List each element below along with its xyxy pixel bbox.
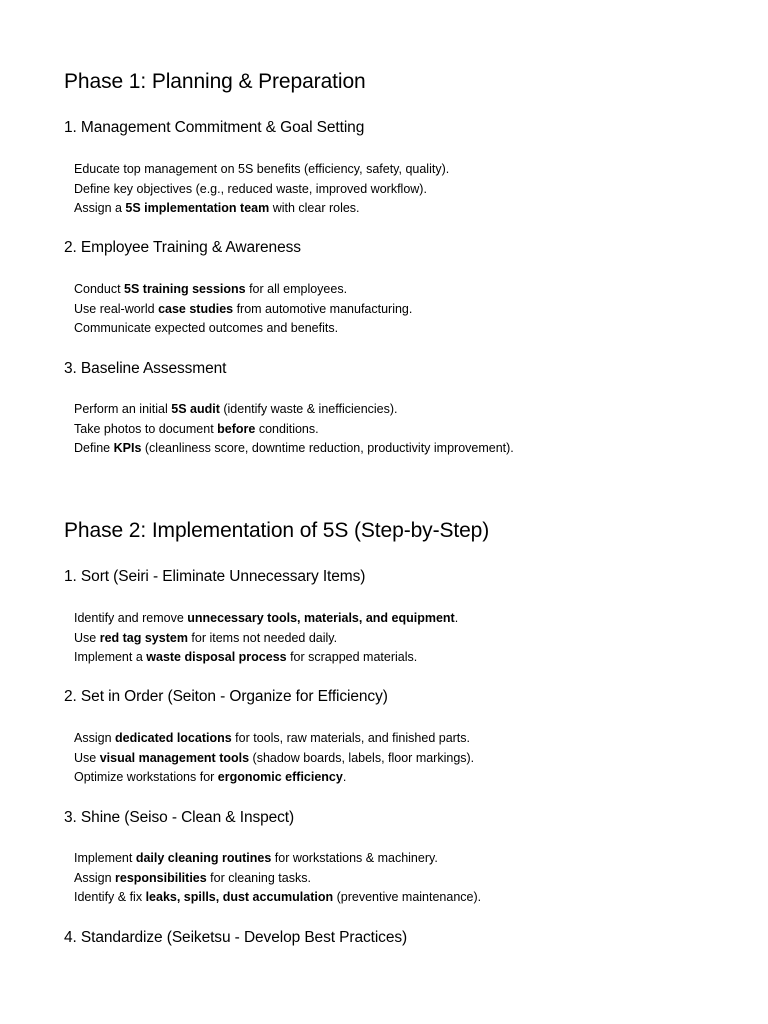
text-run: Use xyxy=(74,630,100,645)
bold-text: leaks, spills, dust accumulation xyxy=(145,890,334,904)
bold-text: waste disposal process xyxy=(146,650,287,664)
bold-text: KPIs xyxy=(113,441,142,455)
list-item xyxy=(74,869,481,889)
text-run: Identify & fix xyxy=(74,890,146,904)
bold-text: responsibilities xyxy=(115,870,207,885)
bullet-list xyxy=(74,849,481,908)
list-item xyxy=(74,629,458,649)
bullet-list xyxy=(74,609,458,668)
text-run: for scrapped materials. xyxy=(286,650,418,664)
list-item xyxy=(74,609,458,629)
list-item xyxy=(74,199,449,219)
text-run: (identify waste & inefficiencies). xyxy=(219,402,398,416)
text-run: conditions. xyxy=(255,421,319,436)
text-run: Implement xyxy=(74,851,136,865)
bullet-list xyxy=(74,280,412,339)
text-run: . xyxy=(342,770,347,784)
list-item xyxy=(74,280,412,300)
text-run: for workstations & machinery. xyxy=(271,851,438,865)
text-run: Assign xyxy=(74,870,115,885)
text-run: Assign a xyxy=(74,201,126,215)
list-item xyxy=(74,888,481,908)
text-run: for all employees. xyxy=(245,282,348,296)
text-run: for cleaning tasks. xyxy=(206,870,311,885)
list-item xyxy=(74,749,474,769)
section-title: 3. Baseline Assessment xyxy=(64,360,227,377)
list-item xyxy=(74,768,474,788)
text-run: for items not needed daily. xyxy=(187,630,338,645)
section-title: 1. Sort (Seiri - Eliminate Unnecessary Items) xyxy=(64,568,366,585)
text-run: Define xyxy=(74,441,114,455)
text-run: Optimize workstations for xyxy=(74,770,218,784)
section-title: 3. Shine (Seiso - Clean & Inspect) xyxy=(64,809,295,826)
text-run: (shadow boards, labels, floor markings). xyxy=(249,750,475,765)
bold-text: visual management tools xyxy=(99,750,250,765)
list-item xyxy=(74,160,449,180)
section-title: 2. Set in Order (Seiton - Organize for Efficiency) xyxy=(64,688,388,705)
bold-text: daily cleaning routines xyxy=(135,851,272,865)
bold-text: 5S implementation team xyxy=(125,201,270,215)
list-item xyxy=(74,180,449,200)
text-run: Assign xyxy=(74,731,115,745)
list-item xyxy=(74,300,412,320)
bold-text: dedicated locations xyxy=(115,731,232,745)
list-item xyxy=(74,439,514,459)
section-title: 2. Employee Training & Awareness xyxy=(64,239,301,256)
text-run: Use real-world xyxy=(74,301,159,316)
text-run: Implement a xyxy=(74,650,147,664)
text-run: Conduct xyxy=(74,282,125,296)
text-run: (preventive maintenance). xyxy=(333,890,482,904)
list-item xyxy=(74,648,458,668)
text-run: Define key objectives (e.g., reduced waste, improved workflow). xyxy=(74,181,427,196)
text-run: . xyxy=(454,611,459,625)
bullet-list xyxy=(74,400,514,459)
list-item xyxy=(74,319,412,339)
list-item xyxy=(74,849,481,869)
bold-text: 5S audit xyxy=(171,402,220,416)
text-run: Identify and remove xyxy=(74,611,188,625)
bullet-list xyxy=(74,729,474,788)
section-title: 4. Standardize (Seiketsu - Develop Best Practices) xyxy=(64,929,408,946)
text-run: Educate top management on 5S benefits (efficiency, safety, quality). xyxy=(74,162,450,176)
phase-2-title: Phase 2: Implementation of 5S (Step-by-Step) xyxy=(64,519,490,542)
bold-text: before xyxy=(217,421,256,436)
list-item xyxy=(74,420,514,440)
list-item xyxy=(74,400,514,420)
text-run: Use xyxy=(74,750,100,765)
text-run: for tools, raw materials, and finished parts. xyxy=(231,731,471,745)
text-run: Communicate expected outcomes and benefits. xyxy=(74,321,339,335)
text-run: Take photos to document xyxy=(74,421,218,436)
bold-text: red tag system xyxy=(99,630,188,645)
bold-text: unnecessary tools, materials, and equipment xyxy=(187,611,455,625)
text-run: Perform an initial xyxy=(74,402,172,416)
section-title: 1. Management Commitment & Goal Setting xyxy=(64,119,365,136)
text-run: with clear roles. xyxy=(269,201,360,215)
phase-1-title: Phase 1: Planning & Preparation xyxy=(64,70,366,93)
bullet-list xyxy=(74,160,449,219)
bold-text: case studies xyxy=(158,301,234,316)
text-run: from automotive manufacturing. xyxy=(233,301,413,316)
text-run: (cleanliness score, downtime reduction, productivity improvement). xyxy=(141,441,514,455)
bold-text: 5S training sessions xyxy=(124,282,246,296)
bold-text: ergonomic efficiency xyxy=(217,770,343,784)
list-item xyxy=(74,729,474,749)
